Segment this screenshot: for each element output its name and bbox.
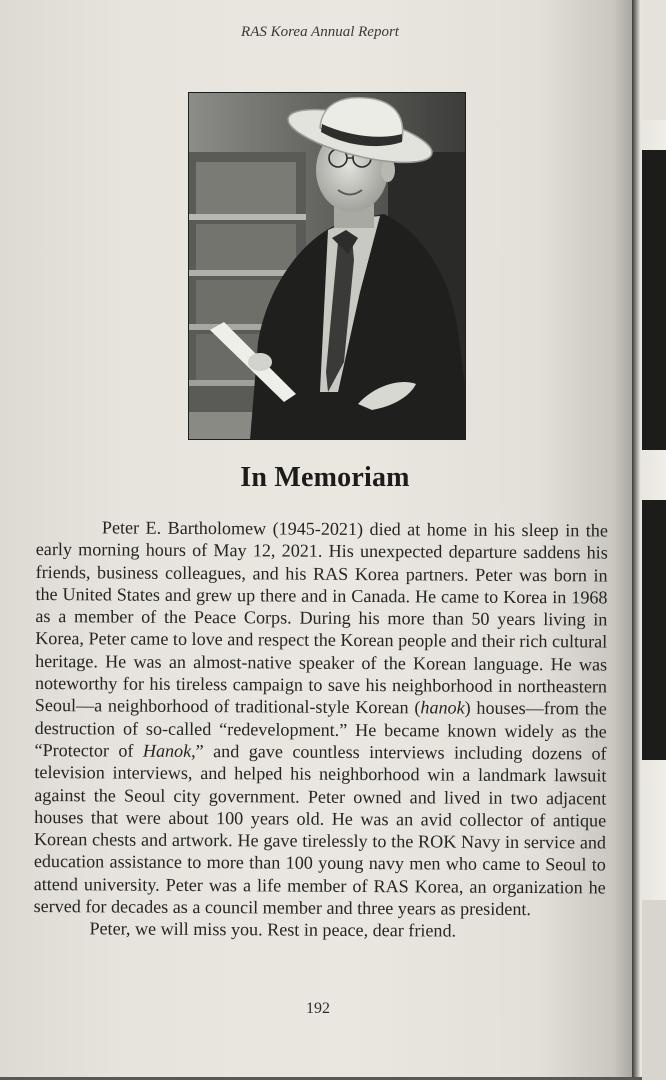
paragraph-farewell: Peter, we will miss you. Rest in peace, dear friend.: [89, 918, 457, 941]
adjacent-page-edge: [632, 0, 666, 1077]
paragraph-tribute: [34, 516, 608, 921]
section-title: In Memoriam: [240, 462, 410, 493]
tribute-text-part-2: ) houses—from the destruction of so-called “redevelopment.” He became known widely as the “Protector of: [34, 697, 607, 761]
tribute-text-part-3: ,” and gave countless interviews including dozens of television interviews, and helped his neighborhood win a landmark lawsuit against the Seoul city government. Peter owned and lived in two adjacent houses that were about 100 years old. He was an avid collector of antique Korean chests and artwork. He gave tirelessly to the ROK Navy in service and education assistance to more than 100 young navy men who came to Seoul to attend university. Peter was a life member of RAS Korea, an organization he served for decades as a council member and three years as president.: [33, 740, 607, 920]
memoriam-body: [33, 516, 608, 943]
page-number: 192: [306, 1000, 330, 1017]
tribute-text-part-1: Peter E. Bartholomew (1945-2021) died at home in his sleep in the early morning hours of May 12, 2021. His unexpected departure saddens his friends, business colleagues, and his RAS Korea partners. Peter was born in the United States and grew up there and in Canada. He came to Korea in 1968 as a member of the Peace Corps. During his more than 50 years living in Korea, Peter came to love and respect the Korean people and their rich cultural heritage. He was an almost-native speaker of the Korean language. He was noteworthy for his tireless campaign to save his neighborhood in northeastern Seoul—a neighborhood of traditional-style Korean (: [34, 517, 608, 718]
running-head: RAS Korea Annual Report: [241, 24, 399, 40]
tribute-italic-hanok-1: hanok: [420, 697, 465, 718]
tribute-italic-hanok-2: Hanok: [142, 740, 192, 761]
portrait-photo: [188, 92, 466, 440]
portrait-image: [188, 92, 466, 440]
